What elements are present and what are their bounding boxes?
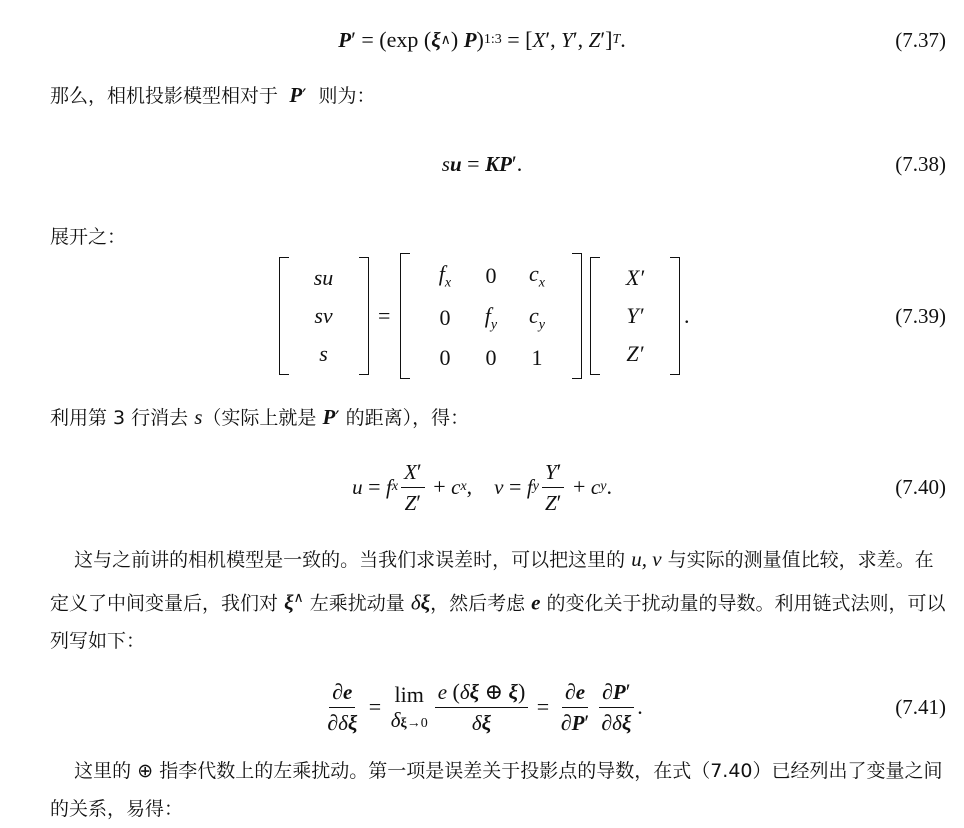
equation-7-37 <box>0 20 964 60</box>
eq-number-7-37: (7.37) <box>895 27 946 52</box>
equation-7-39 <box>0 250 964 382</box>
exp-label: exp <box>386 27 419 52</box>
equation-7-38 <box>0 144 964 184</box>
paragraph-1-tail: 则为： <box>318 85 376 107</box>
paragraph-1-text: 那么，相机投影模型相对于 <box>50 85 279 107</box>
eq-7-41-body: $\frac{\partial e}{\partial\delta\xi}$ = lim δξ→0 $\frac{e (\delta\xi \oplus \xi)}{\delta\xi}$ = $\frac{\partial e}{\partial P'}$ $\frac{\partial P'}{\partial\delta\xi}$ . <box>327 679 643 735</box>
paragraph-5: 这里的 ⊕ 指李代数上的左乘扰动。第一项是误差关于投影点的导数，在式（7.40）已经列出了变量之间的关系，易得： <box>50 760 943 820</box>
paragraph-2-text: 展开之： <box>50 226 127 248</box>
eq-number-7-39: (7.39) <box>895 303 946 328</box>
matrix-intrinsics: $f_x$ 0 $c_x$ 0 $f_y$ $c_y$ 0 0 1 <box>400 253 582 380</box>
paragraph-1: 那么，相机投影模型相对于 P′ 则为： <box>50 83 376 107</box>
eq-number-7-40: (7.40) <box>895 474 946 499</box>
matrix-right: X′ Y′ Z′ <box>590 257 680 375</box>
eq-7-39-body: su sv s = $f_x$ 0 $c_x$ 0 $f_y$ $c_y$ 0 0 1 X′ Y′ Z′ . <box>275 253 690 380</box>
oplus-symbol: ⊕ <box>137 760 154 782</box>
eq-7-37-body: P ′ = ( exp ( ξ ∧ ) P ) 1:3 = [ X ′, Y ′, Z ′] T . <box>338 27 626 52</box>
eq-number-7-41: (7.41) <box>895 694 946 719</box>
eq-number-7-38: (7.38) <box>895 151 946 176</box>
matrix-left: su sv s <box>279 257 369 375</box>
eq-7-40-body: u = f x $\frac{X'}{Z'}$ + c x , v = f y $\frac{Y'}{Z'}$ + c y . <box>352 459 612 515</box>
equation-7-41 <box>0 670 964 744</box>
paragraph-3: 利用第 3 行消去 s（实际上就是 P′ 的距离），得： <box>50 405 470 429</box>
paragraph-4: 这与之前讲的相机模型是一致的。当我们求误差时，可以把这里的 u, v 与实际的测量值比较，求差。在定义了中间变量后，我们对 ξ∧ 左乘扰动量 δξ，然后考虑 e 的变化关于扰动量的导数。利用链式法则，可以列写如下： <box>50 547 946 653</box>
eq-7-38-body: s u = KP ′. <box>441 151 523 176</box>
equation-7-40 <box>0 452 964 522</box>
